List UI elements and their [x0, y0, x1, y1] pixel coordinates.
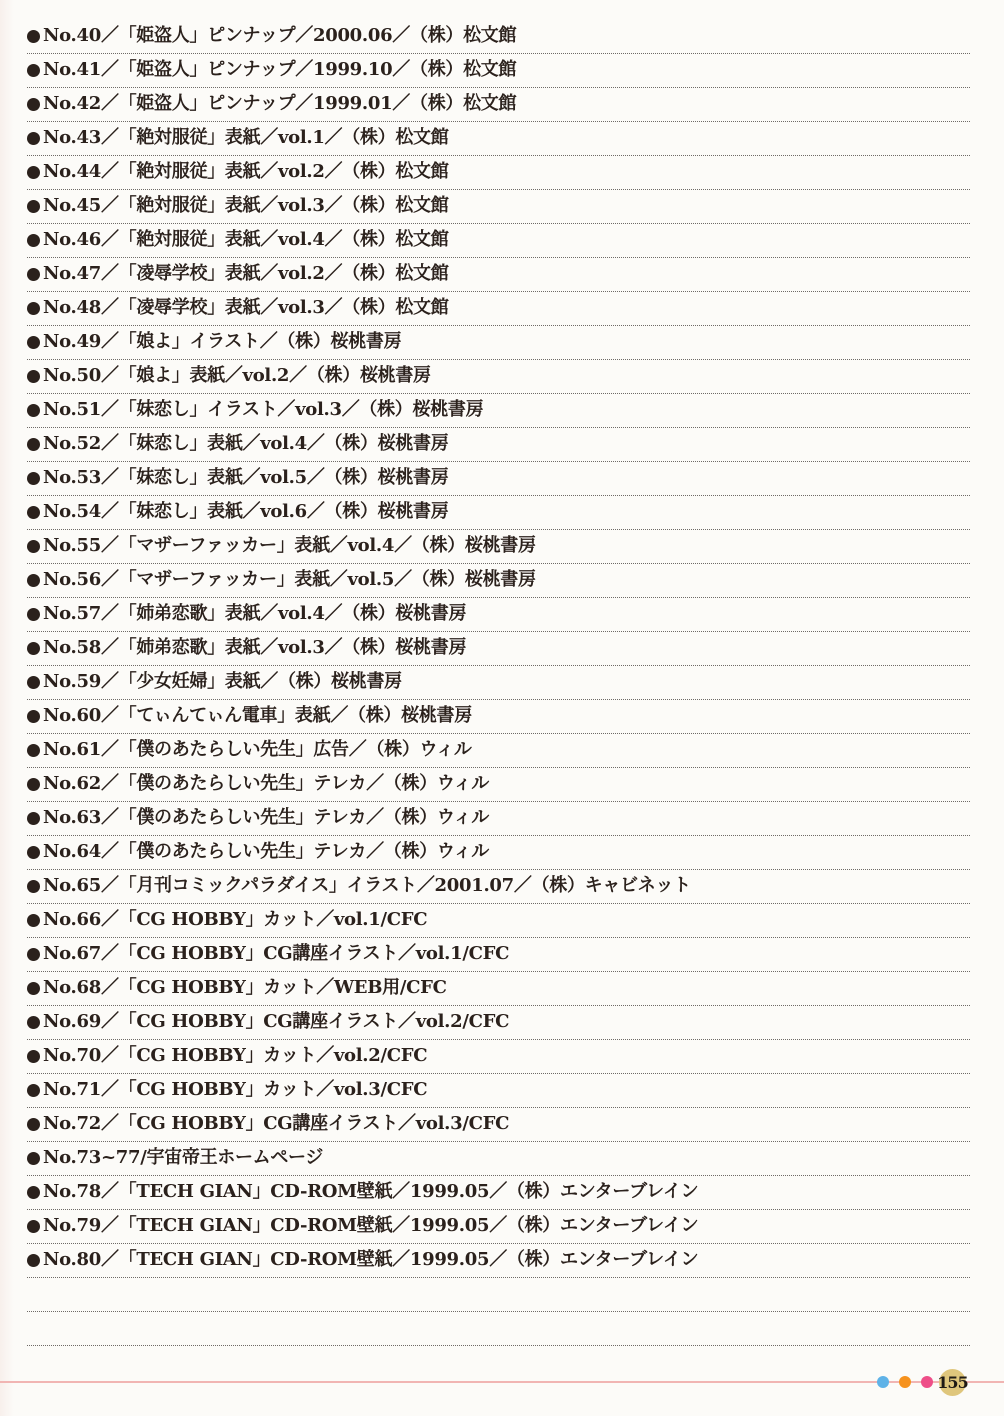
bullet-icon: [27, 1084, 40, 1097]
bullet-icon: [27, 404, 40, 417]
entry-text: No.51／「妹恋し」イラスト／vol.3／（株）桜桃書房: [43, 399, 484, 420]
bullet-icon: [27, 778, 40, 791]
list-item: [27, 938, 970, 972]
bullet-icon: [27, 812, 40, 825]
scan-edge-shading: [0, 0, 14, 1416]
list-item: [27, 122, 970, 156]
list-item: [27, 428, 970, 462]
bullet-icon: [27, 336, 40, 349]
list-item: [27, 734, 970, 768]
list-item: [27, 224, 970, 258]
list-item: [27, 598, 970, 632]
bullet-icon: [27, 1050, 40, 1063]
list-item: [27, 1040, 970, 1074]
bullet-icon: [27, 846, 40, 859]
list-item: [27, 54, 970, 88]
bullet-icon: [27, 268, 40, 281]
entry-text: No.65／「月刊コミックパラダイス」イラスト／2001.07／（株）キャビネット: [43, 875, 691, 896]
bullet-icon: [27, 574, 40, 587]
blue-dot-icon: [877, 1376, 889, 1388]
entry-text: No.62／「僕のあたらしい先生」テレカ／（株）ウィル: [43, 773, 489, 794]
list-item: [27, 394, 970, 428]
list-item: [27, 1244, 970, 1278]
entry-text: No.61／「僕のあたらしい先生」広告／（株）ウィル: [43, 739, 472, 760]
entry-text: No.59／「少女妊婦」表紙／（株）桜桃書房: [43, 671, 402, 692]
empty-ruled-row: [27, 1312, 970, 1346]
entry-text: No.73~77/宇宙帝王ホームページ: [43, 1147, 324, 1168]
entry-text: No.66／「CG HOBBY」カット／vol.1/CFC: [43, 909, 428, 930]
credits-list: [27, 20, 970, 1346]
list-item: [27, 972, 970, 1006]
bullet-icon: [27, 710, 40, 723]
list-item: [27, 156, 970, 190]
list-item: [27, 530, 970, 564]
entry-text: No.45／「絶対服従」表紙／vol.3／（株）松文館: [43, 195, 449, 216]
list-item: [27, 700, 970, 734]
entry-text: No.79／「TECH GIAN」CD-ROM壁紙／1999.05／（株）エンターブレイン: [43, 1215, 699, 1236]
bullet-icon: [27, 132, 40, 145]
bullet-icon: [27, 1186, 40, 1199]
entry-text: No.42／「姫盗人」ピンナップ／1999.01／（株）松文館: [43, 93, 517, 114]
entry-text: No.50／「娘よ」表紙／vol.2／（株）桜桃書房: [43, 365, 431, 386]
bullet-icon: [27, 200, 40, 213]
bullet-icon: [27, 1118, 40, 1131]
list-item: [27, 1176, 970, 1210]
list-item: [27, 1074, 970, 1108]
entry-text: No.54／「妹恋し」表紙／vol.6／（株）桜桃書房: [43, 501, 449, 522]
entry-text: No.58／「姉弟恋歌」表紙／vol.3／（株）桜桃書房: [43, 637, 467, 658]
bullet-icon: [27, 1016, 40, 1029]
entry-text: No.60／「てぃんてぃん電車」表紙／（株）桜桃書房: [43, 705, 472, 726]
entry-text: No.63／「僕のあたらしい先生」テレカ／（株）ウィル: [43, 807, 489, 828]
entry-text: No.70／「CG HOBBY」カット／vol.2/CFC: [43, 1045, 428, 1066]
orange-dot-icon: [899, 1376, 911, 1388]
bullet-icon: [27, 1152, 40, 1165]
bullet-icon: [27, 64, 40, 77]
list-item: [27, 1108, 970, 1142]
bullet-icon: [27, 982, 40, 995]
pink-dot-icon: [921, 1376, 933, 1388]
bullet-icon: [27, 302, 40, 315]
entry-text: No.55／「マザーファッカー」表紙／vol.4／（株）桜桃書房: [43, 535, 536, 556]
list-item: [27, 496, 970, 530]
entry-text: No.40／「姫盗人」ピンナップ／2000.06／（株）松文館: [43, 25, 517, 46]
entry-text: No.49／「娘よ」イラスト／（株）桜桃書房: [43, 331, 402, 352]
bullet-icon: [27, 1254, 40, 1267]
entry-text: No.68／「CG HOBBY」カット／WEB用/CFC: [43, 977, 447, 998]
bullet-icon: [27, 676, 40, 689]
list-item: [27, 632, 970, 666]
entry-text: No.57／「姉弟恋歌」表紙／vol.4／（株）桜桃書房: [43, 603, 467, 624]
list-item: [27, 1210, 970, 1244]
entry-text: No.71／「CG HOBBY」カット／vol.3/CFC: [43, 1079, 428, 1100]
entry-text: No.41／「姫盗人」ピンナップ／1999.10／（株）松文館: [43, 59, 517, 80]
list-item: [27, 870, 970, 904]
entry-text: No.72／「CG HOBBY」CG講座イラスト／vol.3/CFC: [43, 1113, 510, 1134]
list-item: [27, 88, 970, 122]
list-item: [27, 462, 970, 496]
entry-text: No.46／「絶対服従」表紙／vol.4／（株）松文館: [43, 229, 449, 250]
empty-ruled-row: [27, 1278, 970, 1312]
bullet-icon: [27, 744, 40, 757]
bullet-icon: [27, 98, 40, 111]
bullet-icon: [27, 914, 40, 927]
list-item: [27, 258, 970, 292]
bullet-icon: [27, 642, 40, 655]
bullet-icon: [27, 540, 40, 553]
list-item: [27, 360, 970, 394]
page-number: 155: [937, 1372, 968, 1392]
list-item: [27, 1142, 970, 1176]
bullet-icon: [27, 1220, 40, 1233]
entry-text: No.80／「TECH GIAN」CD-ROM壁紙／1999.05／（株）エンターブレイン: [43, 1249, 699, 1270]
bullet-icon: [27, 472, 40, 485]
entry-text: No.43／「絶対服従」表紙／vol.1／（株）松文館: [43, 127, 449, 148]
bullet-icon: [27, 234, 40, 247]
list-item: [27, 666, 970, 700]
page-number-badge: [939, 1369, 966, 1396]
entry-text: No.78／「TECH GIAN」CD-ROM壁紙／1999.05／（株）エンターブレイン: [43, 1181, 699, 1202]
list-item: [27, 768, 970, 802]
entry-text: No.67／「CG HOBBY」CG講座イラスト／vol.1/CFC: [43, 943, 510, 964]
list-item: [27, 836, 970, 870]
bullet-icon: [27, 30, 40, 43]
footer-dots: [877, 1376, 933, 1388]
list-item: [27, 1006, 970, 1040]
bullet-icon: [27, 438, 40, 451]
entry-text: No.48／「凌辱学校」表紙／vol.3／（株）松文館: [43, 297, 449, 318]
bullet-icon: [27, 166, 40, 179]
list-item: [27, 292, 970, 326]
list-item: [27, 190, 970, 224]
list-item: [27, 564, 970, 598]
bullet-icon: [27, 608, 40, 621]
entry-text: No.64／「僕のあたらしい先生」テレカ／（株）ウィル: [43, 841, 489, 862]
list-item: [27, 20, 970, 54]
entry-text: No.56／「マザーファッカー」表紙／vol.5／（株）桜桃書房: [43, 569, 536, 590]
bullet-icon: [27, 506, 40, 519]
entry-text: No.47／「凌辱学校」表紙／vol.2／（株）松文館: [43, 263, 449, 284]
entry-text: No.69／「CG HOBBY」CG講座イラスト／vol.2/CFC: [43, 1011, 510, 1032]
bullet-icon: [27, 370, 40, 383]
list-item: [27, 802, 970, 836]
entry-text: No.52／「妹恋し」表紙／vol.4／（株）桜桃書房: [43, 433, 449, 454]
entry-text: No.44／「絶対服従」表紙／vol.2／（株）松文館: [43, 161, 449, 182]
entry-text: No.53／「妹恋し」表紙／vol.5／（株）桜桃書房: [43, 467, 449, 488]
bullet-icon: [27, 948, 40, 961]
bullet-icon: [27, 880, 40, 893]
list-item: [27, 326, 970, 360]
list-item: [27, 904, 970, 938]
footer-rule: [0, 1381, 1004, 1383]
